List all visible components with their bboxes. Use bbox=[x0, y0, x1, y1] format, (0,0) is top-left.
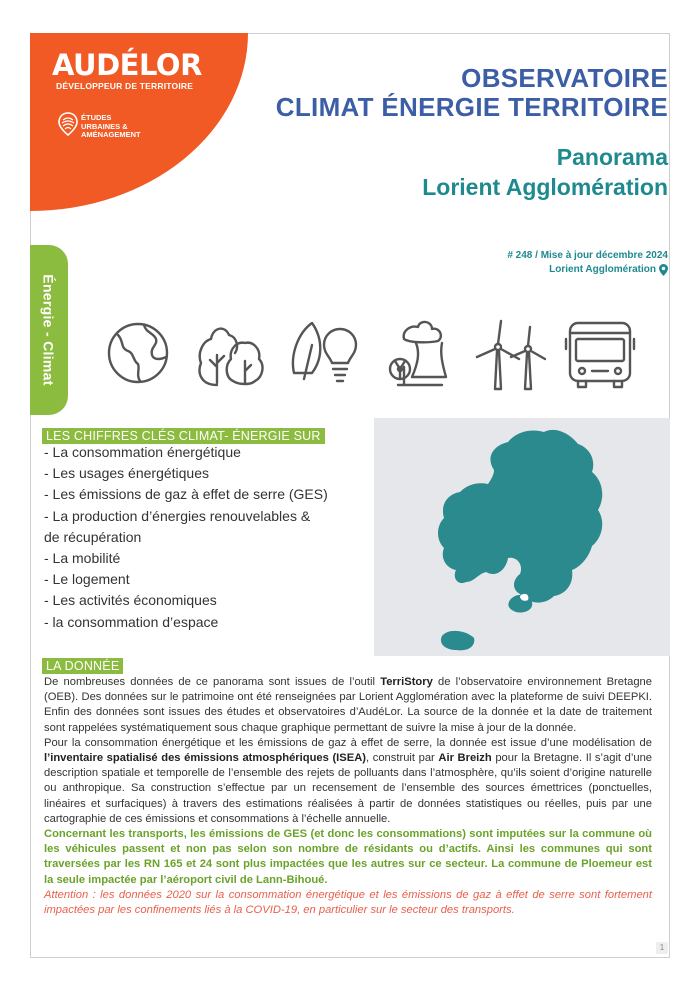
side-tab bbox=[30, 245, 68, 415]
list-item: - Les émissions de gaz à effet de serre (GES) bbox=[44, 486, 328, 503]
title-line-2: CLIMAT ÉNERGIE TERRITOIRE bbox=[275, 92, 668, 122]
paragraph-transports: Concernant les transports, les émissions de GES (et donc les consommations) sont imputées sur la commune où les véhicules passent et non pas selon son nombre de résidants ou d’actifs. Ainsi les communes qui sont traversées par les RN 165 et 24 sont plus impactées que les autres sur ce secteur. La commune de Ploemeur est la seule impactée par l’aéroport civil de Lann-Bihoué. bbox=[44, 828, 652, 886]
globe-icon bbox=[109, 324, 167, 382]
list-item: - Le logement bbox=[44, 571, 130, 588]
nuclear-plant-icon bbox=[390, 322, 446, 385]
page-title bbox=[276, 64, 668, 122]
title-line-1: OBSERVATOIRE bbox=[461, 63, 668, 93]
page-number: 1 bbox=[656, 942, 668, 954]
location-label: Lorient Agglomération bbox=[549, 264, 656, 275]
list-item: - La mobilité bbox=[44, 550, 121, 567]
theme-icons bbox=[100, 315, 660, 395]
trees-icon bbox=[200, 329, 263, 385]
paragraph-sources bbox=[44, 675, 652, 736]
map-pin-icon bbox=[659, 264, 668, 276]
list-item: - Les activités économiques bbox=[44, 592, 217, 609]
isea-label: l’inventaire spatialisé des émissions atmosphériques (ISEA) bbox=[44, 752, 367, 765]
text-run: , construit par bbox=[366, 752, 439, 765]
wind-turbines-icon bbox=[477, 321, 545, 389]
leaf-bulb-icon bbox=[293, 323, 356, 381]
paragraph-isea bbox=[44, 736, 652, 827]
issue-number: # 248 / Mise à jour décembre 2024 bbox=[507, 250, 668, 261]
bus-icon bbox=[566, 323, 634, 387]
list-item: - la consommation d’espace bbox=[44, 613, 219, 630]
data-heading: LA DONNÉE bbox=[42, 658, 123, 674]
paragraph-warning: Attention : les données 2020 sur la consommation énergétique et les émissions de gaz à effet de serre sont fortement impactées par les confinements liés à la COVID-19, en particulier sur le secteur des transports. bbox=[44, 888, 652, 917]
urban-studies-icon bbox=[58, 112, 78, 136]
logo-tagline: DÉVELOPPEUR DE TERRITOIRE bbox=[56, 81, 194, 91]
page-subtitle bbox=[422, 142, 668, 202]
urban-studies-label bbox=[81, 114, 181, 140]
list-item: - La production d’énergies renouvelables & bbox=[44, 507, 311, 524]
list-item: - Les usages énergétiques bbox=[44, 465, 209, 482]
territory-map bbox=[374, 418, 670, 656]
issue-info bbox=[507, 249, 668, 277]
key-figures-heading: LES CHIFFRES CLÉS CLIMAT- ÉNERGIE SUR bbox=[42, 428, 325, 444]
list-item: - La consommation énergétique bbox=[44, 444, 241, 460]
text-run: de l’observatoire environnement Bretagne (OEB). Des données sur le patrimoine ont été renseignées par Lorient Agglomération avec la plateforme de suivi DEEPKI. Enfin des données sont issues des études et observatoires d’AudéLor. La source de la donnée et la date de traitement sont rappelées systématiquement sous chaque graphique permettant de suivre la mise à jour de la donnée. bbox=[44, 676, 653, 734]
subtitle-line-1: Panorama bbox=[556, 144, 668, 170]
study-line-1: ÉTUDES bbox=[81, 113, 112, 122]
subtitle-line-2: Lorient Agglomération bbox=[422, 174, 668, 200]
air-breizh-label: Air Breizh bbox=[438, 752, 492, 765]
list-item: de récupération bbox=[44, 528, 142, 545]
text-run: Pour la consommation énergétique et les émissions de gaz à effet de serre, la donnée est issue d’une modélisation de bbox=[44, 736, 652, 749]
study-line-2: URBAINES & bbox=[81, 121, 128, 131]
data-section-body bbox=[44, 675, 652, 918]
side-tab-label: Énergie - Climat bbox=[41, 274, 58, 386]
study-line-3: AMÉNAGEMENT bbox=[81, 130, 141, 139]
text-run: pour la Bretagne. Il s’agit d’une description spatiale et temporelle de l’ensemble des rejets de polluants dans l’atmosphère, qu’ils soient d’origine naturelle ou anthropique. Sa construction s’effectue par un recensement de l’ensemble des sources émettrices (ponctuelles, linéaires et surfaciques) à travers des estimations réalisées à partir de données statistiques ou réelles, puis par une cartographie de ces émissions et consommations à l’échelle annuelle. bbox=[44, 752, 653, 825]
terristory-label: TerriStory bbox=[380, 676, 433, 688]
text-run: De nombreuses données de ce panorama sont issues de l’outil bbox=[44, 676, 381, 688]
audelor-logo: AUDÉLOR bbox=[52, 48, 202, 82]
key-figures-list bbox=[44, 442, 374, 633]
